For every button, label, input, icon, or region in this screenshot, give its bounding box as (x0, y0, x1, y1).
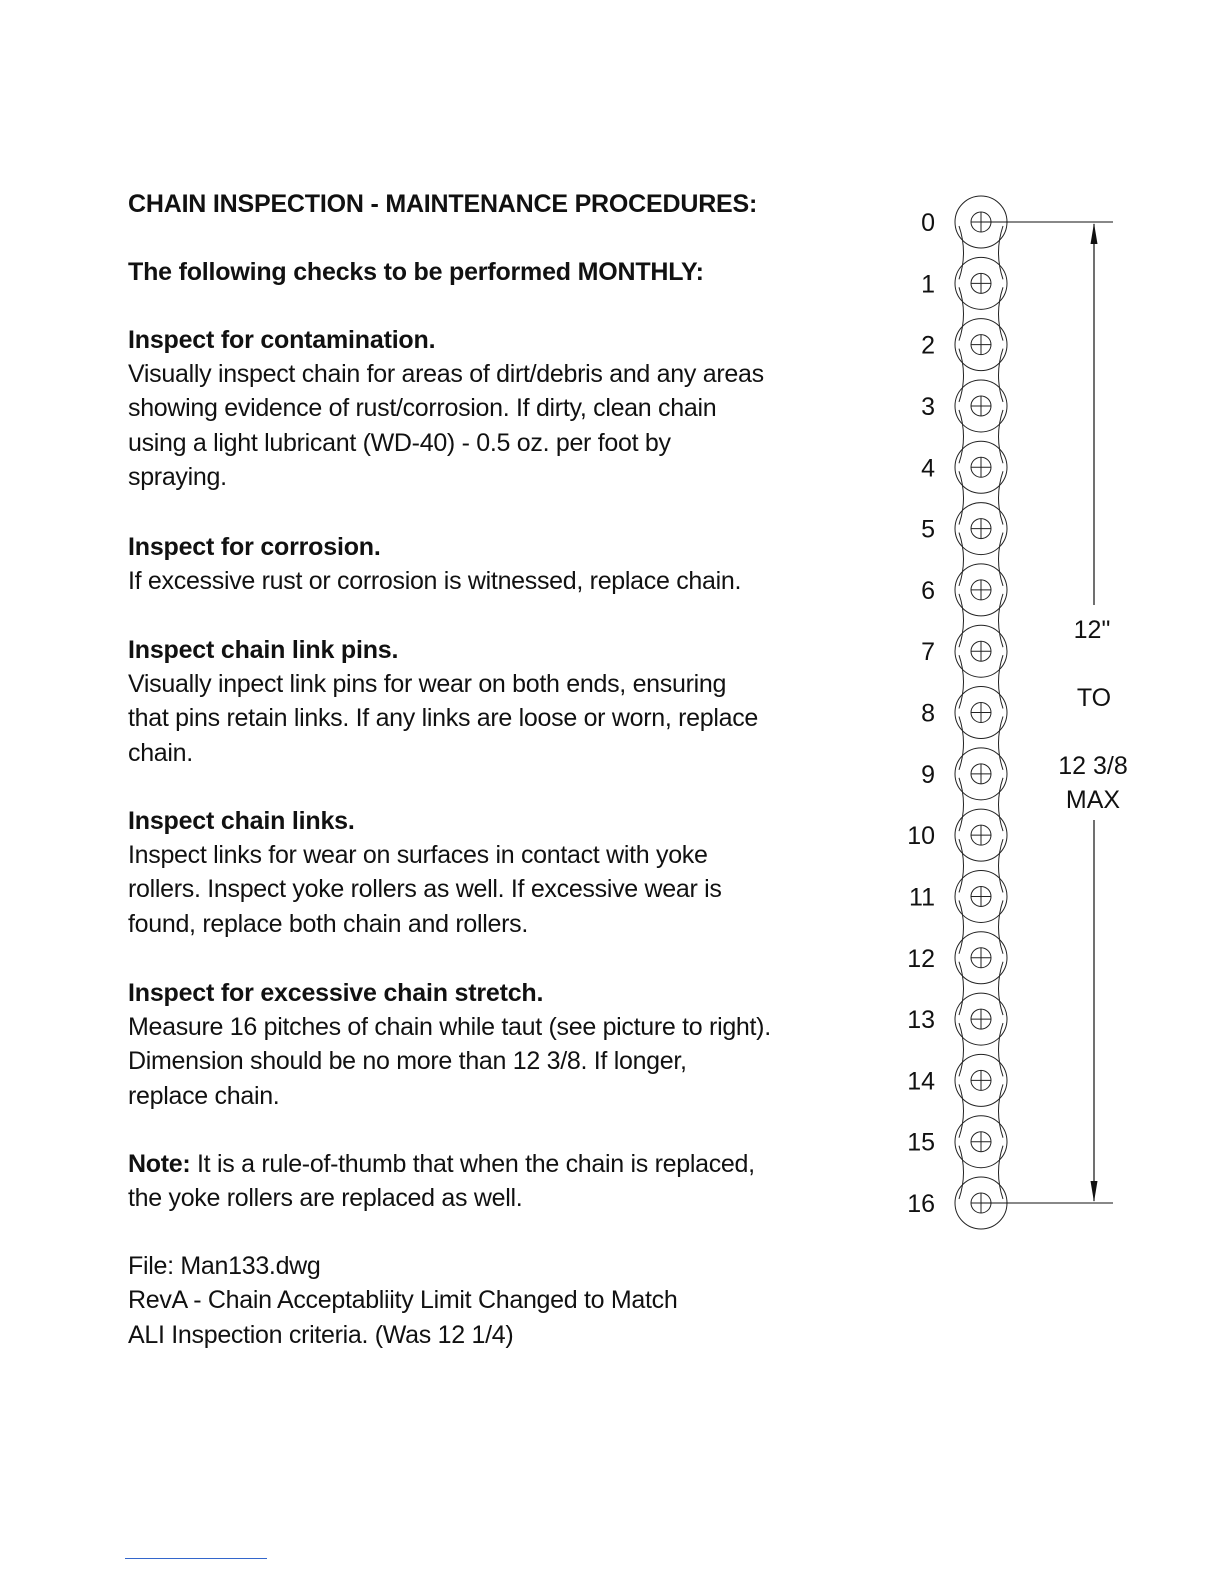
pitch-label: 15 (907, 1128, 935, 1157)
dimension-max-value: 12 3/8 (1058, 752, 1128, 780)
footer-rule (125, 1558, 267, 1559)
note-line: the yoke rollers are replaced as well. (128, 1184, 523, 1213)
pitch-label: 11 (909, 883, 935, 912)
pitch-label: 2 (921, 331, 935, 360)
pitch-label: 0 (921, 209, 935, 237)
pitch-labels (907, 209, 935, 1218)
section-heading: Inspect for contamination. (128, 326, 436, 354)
section-line: found, replace both chain and rollers. (128, 909, 528, 938)
section-line: Visually inpect link pins for wear on both ends, ensuring (128, 670, 727, 698)
chain-link-plate (959, 349, 1003, 402)
pitch-label: 7 (921, 638, 935, 667)
section-line: spraying. (128, 462, 227, 491)
dimension-max-suffix: MAX (1065, 786, 1121, 814)
pitch-label: 13 (907, 1006, 935, 1035)
dimension-min: 12" (1073, 616, 1111, 644)
pitch-label: 14 (907, 1067, 935, 1096)
section-line: Inspect links for wear on surfaces in contact with yoke (128, 841, 708, 869)
file-info-line: RevA - Chain Acceptabliity Limit Changed to Match (128, 1286, 678, 1315)
file-info-line: File: Man133.dwg (128, 1252, 321, 1280)
pitch-label: 6 (921, 576, 935, 605)
section-heading: Inspect chain link pins. (128, 636, 399, 664)
section-line: Dimension should be no more than 12 3/8. If longer, (128, 1047, 687, 1076)
file-info-line: ALI Inspection criteria. (Was 12 1/4) (128, 1320, 514, 1349)
chain-link-plate (959, 900, 1003, 953)
chain-link-plate (959, 471, 1003, 524)
chain-link-plate (959, 778, 1003, 831)
pitch-label: 8 (921, 699, 935, 728)
chain-link-plate (959, 226, 1003, 279)
chain-link-plate (959, 1146, 1003, 1199)
pitch-label: 5 (921, 515, 935, 544)
section-line: If excessive rust or corrosion is witnessed, replace chain. (128, 567, 742, 595)
section-line: that pins retain links. If any links are loose or worn, replace (128, 704, 759, 733)
section-heading: Inspect for corrosion. (128, 533, 381, 561)
dimension-to: TO (1076, 684, 1112, 712)
dimension-arrow-down-icon (1091, 1181, 1098, 1202)
section-line: Visually inspect chain for areas of dirt/debris and any areas (128, 360, 764, 388)
note-line: It is a rule-of-thumb that when the chain is replaced, (190, 1150, 755, 1178)
chain-link-plate (959, 1084, 1003, 1137)
chain-link-plate (959, 655, 1003, 708)
chain-link-plate (959, 594, 1003, 647)
section-line: using a light lubricant (WD-40) - 0.5 oz. per foot by (128, 428, 671, 457)
section-line: rollers. Inspect yoke rollers as well. If excessive wear is (128, 875, 722, 904)
dimension-arrow-up-icon (1091, 223, 1098, 244)
section-line: replace chain. (128, 1081, 280, 1110)
pitch-label: 1 (921, 270, 935, 299)
pitch-label: 3 (921, 392, 935, 421)
pitch-label: 10 (907, 822, 935, 851)
note-label: Note: (128, 1150, 191, 1178)
section-heading: Inspect for excessive chain stretch. (128, 979, 544, 1007)
pitch-label: 16 (907, 1190, 935, 1218)
page-title: CHAIN INSPECTION - MAINTENANCE PROCEDURES: (128, 190, 758, 218)
chain-link-plate (959, 287, 1003, 340)
pitch-label: 9 (921, 760, 935, 789)
chain-link-plate (959, 410, 1003, 463)
section-heading: Inspect chain links. (128, 807, 355, 835)
chain-link-plate (959, 717, 1003, 770)
section-line: chain. (128, 738, 193, 767)
page-subtitle: The following checks to be performed MONTHLY: (128, 258, 704, 286)
section-line: showing evidence of rust/corrosion. If dirty, clean chain (128, 394, 717, 423)
chain-links (955, 196, 1007, 1229)
pitch-label: 12 (907, 944, 935, 973)
chain-link-plate (959, 839, 1003, 892)
chain-link-plate (959, 962, 1003, 1015)
pitch-label: 4 (921, 454, 935, 483)
chain-link-plate (959, 1023, 1003, 1076)
section-line: Measure 16 pitches of chain while taut (see picture to right). (128, 1013, 771, 1041)
chain-link-plate (959, 533, 1003, 586)
